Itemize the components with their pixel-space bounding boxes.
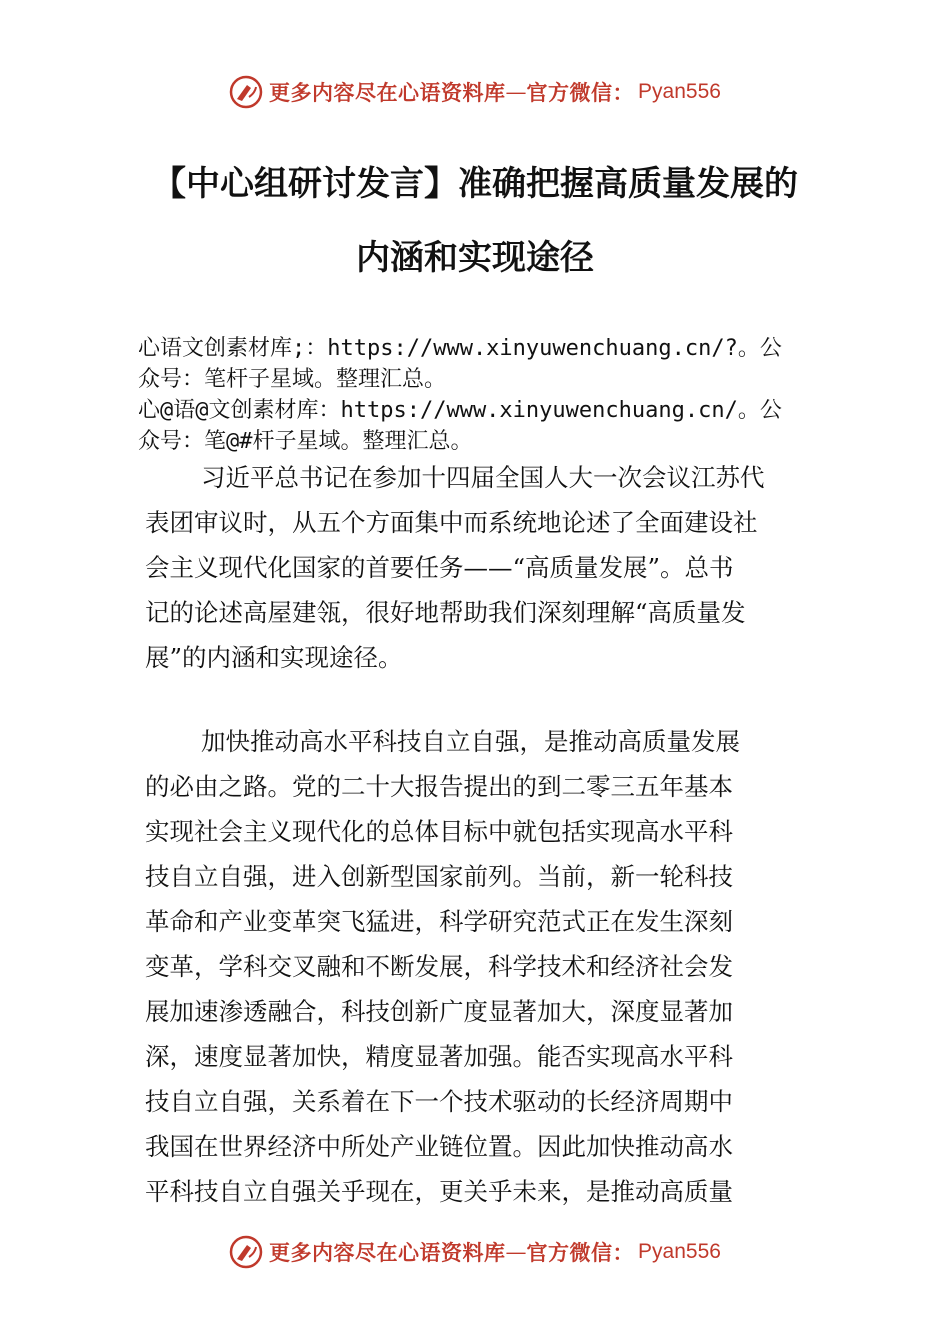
- paragraph-line: 技自立自强，关系着在下一个技术驱动的长经济周期中: [145, 1087, 733, 1116]
- paragraph-line: 会主义现代化国家的首要任务——“高质量发展”。总书: [145, 553, 734, 582]
- banner-text: 更多内容尽在心语资料库: [269, 80, 506, 105]
- banner-wechat-id: Pyan556: [638, 1240, 721, 1263]
- source-note-2-line-b: 众号：笔@#杆子星域。整理汇总。: [138, 429, 473, 454]
- paragraph-line: 展加速渗透融合，科技创新广度显著加大，深度显著加: [145, 997, 733, 1026]
- source-note-1: [138, 333, 850, 395]
- paragraph-line: 展”的内涵和实现途径。: [145, 643, 403, 672]
- paragraph-line: 革命和产业变革突飞猛进，科学研究范式正在发生深刻: [145, 907, 733, 936]
- banner-wechat-label: 官方微信：: [526, 80, 635, 105]
- paragraph-line: 加快推动高水平科技自立自强，是推动高质量发展: [201, 727, 740, 756]
- source-note-2-line-a: 心@语@文创素材库：https://www.xinyuwenchuang.cn/。公: [138, 398, 782, 423]
- banner-dash: —: [505, 1240, 527, 1264]
- source-note-2: [138, 395, 850, 457]
- paragraph-line: 记的论述高屋建瓴，很好地帮助我们深刻理解“高质量发: [145, 598, 746, 627]
- paragraph-line: 习近平总书记在参加十四届全国人大一次会议江苏代: [201, 463, 765, 492]
- logo-icon: [229, 75, 263, 109]
- banner-wechat-label: 官方微信：: [526, 1240, 635, 1265]
- banner-text: 更多内容尽在心语资料库: [269, 1240, 506, 1265]
- paragraph-line: 变革，学科交叉融和不断发展，科学技术和经济社会发: [145, 952, 733, 981]
- footer-banner: [0, 1232, 950, 1272]
- paragraph-line: 深，速度显著加快，精度显著加强。能否实现高水平科: [145, 1042, 733, 1071]
- body-paragraph-2: [145, 719, 825, 1214]
- body-paragraph-1: [145, 455, 825, 680]
- paragraph-line: 的必由之路。党的二十大报告提出的到二零三五年基本: [145, 772, 733, 801]
- paragraph-line: 我国在世界经济中所处产业链位置。因此加快推动高水: [145, 1132, 733, 1161]
- paragraph-line: 表团审议时，从五个方面集中而系统地论述了全面建设社: [145, 508, 758, 537]
- source-note-1-line-a: 心语文创素材库;：https://www.xinyuwenchuang.cn/?。公: [138, 336, 782, 361]
- banner-dash: —: [505, 80, 527, 104]
- header-banner: [0, 72, 950, 112]
- paragraph-line: 平科技自立自强关乎现在，更关乎未来，是推动高质量: [145, 1177, 733, 1206]
- source-note-1-line-b: 众号：笔杆子星域。整理汇总。: [138, 367, 447, 392]
- paragraph-line: 实现社会主义现代化的总体目标中就包括实现高水平科: [145, 817, 733, 846]
- page-title-line1: 【中心组研讨发言】准确把握高质量发展的: [152, 164, 798, 204]
- paragraph-line: 技自立自强，进入创新型国家前列。当前，新一轮科技: [145, 862, 733, 891]
- banner-wechat-id: Pyan556: [638, 80, 721, 103]
- page-title-line2: 内涵和实现途径: [356, 238, 594, 278]
- logo-icon: [229, 1235, 263, 1269]
